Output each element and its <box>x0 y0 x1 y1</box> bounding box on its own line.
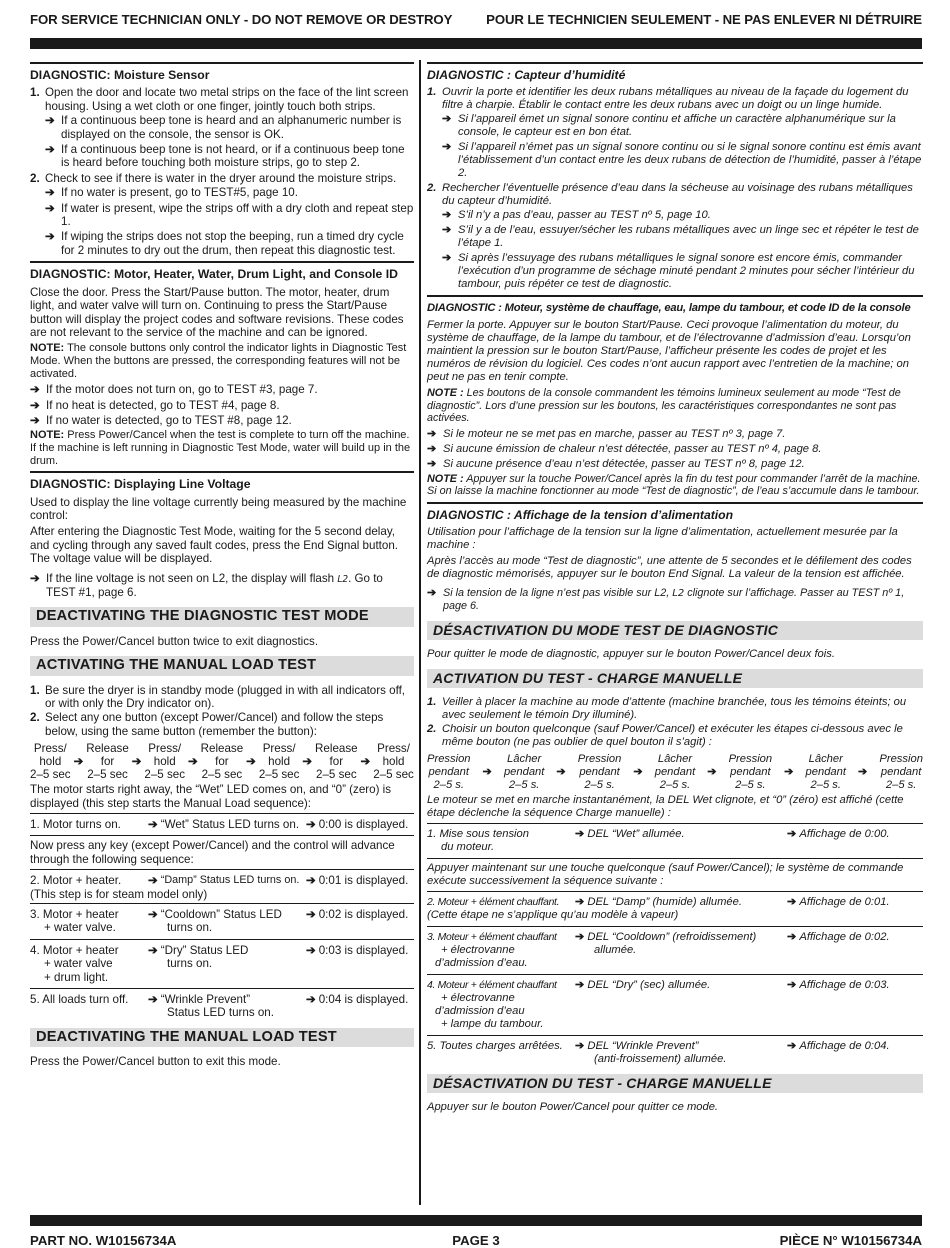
sequence-step-text: Release <box>315 742 358 756</box>
arrow-icon: ➔ <box>30 383 40 397</box>
arrow-icon: ➔ <box>556 765 566 778</box>
sequence-step-text: pendant <box>654 765 696 778</box>
sequence-step <box>729 753 773 792</box>
sequence-step-text: 2–5 s. <box>735 778 766 791</box>
ms-step-2a: ➔ If no water is present, go to TEST#5, page 10. <box>45 186 298 200</box>
sequence-step-text: 2–5 sec <box>144 768 186 782</box>
arrow-icon: ➔ <box>442 209 452 221</box>
fr-act-step-1: 1. Veiller à placer la machine au mode d’attente (machine branchée, tous les témoins éteints; ou avec seulement le témoin Dry illuminé). <box>427 695 907 721</box>
sequence-step-text: Release <box>86 742 129 756</box>
sequence-step <box>504 753 544 792</box>
arrow-icon: ➔ <box>45 143 55 157</box>
arrow-icon: ➔ <box>427 586 437 599</box>
fr-ms-step-1: 1. Ouvrir la porte et identifier les deux rubans métalliques au niveau de la façade du logement du filtre à charpie. Établir le contact entre les deux rubans avec un doigt ou un linge humide. <box>427 86 909 111</box>
sequence-step-text: Pression <box>577 752 622 765</box>
arrow-icon: ➔ <box>306 993 316 1007</box>
fr-load-row-3: 3. Moteur + élément chauffant ➔ DEL “Cooldown” (refroidissement) ➔ Affichage de 0:02. + électrovanne allumée. d’admission d’eau. <box>427 926 923 974</box>
load-row-5: 5. All loads turn off. ➔ “Wrinkle Prevent” ➔ 0:04 is displayed. Status LED turns on. <box>30 988 414 1024</box>
page-header <box>30 12 922 32</box>
fr-mh-note: NOTE : Les boutons de la console commandent les témoins lumineux seulement au mode “Test de diagnostic”. Lors d’une pression sur les boutons, les caractéristiques correspondantes ne sont pas activées. <box>427 387 901 425</box>
load-row-4: 4. Motor + heater ➔ “Dry” Status LED ➔ 0:03 is displayed. + water valve turns on. + drum light. <box>30 939 414 988</box>
ms-step-1: 1. Open the door and locate two metal strips on the face of the lint screen housing. Using a wet cloth or one finger, jointly touch both strips. <box>30 86 409 113</box>
arrow-icon: ➔ <box>30 413 40 427</box>
header-english: FOR SERVICE TECHNICIAN ONLY - DO NOT REMOVE OR DESTROY <box>30 12 453 27</box>
column-divider <box>419 60 421 1205</box>
arrow-icon: ➔ <box>30 398 40 412</box>
sequence-step-text: pendant <box>579 765 620 778</box>
fr-dm-paragraph: Appuyer sur le bouton Power/Cancel pour quitter ce mode. <box>427 1100 719 1113</box>
ms-step-1b: ➔ If a continuous beep tone is not heard, or if a continuous beep tone is heard before touching both moisture strips, go to step 2. <box>45 143 405 170</box>
sequence-step-text: Lâcher <box>507 752 542 765</box>
fr-lv-paragraph-2: Après l’accès au mode “Test de diagnostic”, une attente de 5 secondes et le défilement des codes de diagnostic mémorisés, appuyer sur le bouton End Signal. La valeur de la tension est affichée. <box>427 554 912 580</box>
arrow-icon: ➔ <box>306 874 316 888</box>
arrow-icon: ➔ <box>302 755 313 769</box>
sequence-step-text: pendant <box>880 765 922 778</box>
sequence-step-text: Pression <box>879 752 923 765</box>
ms-step-1a: ➔ If a continuous beep tone is heard and an alphanumeric number is displayed on the console, the sensor is OK. <box>45 114 402 141</box>
fr-mh-paragraph: Fermer la porte. Appuyer sur le bouton Start/Pause. Ceci provoque l’alimentation du moteur, du système de chauffage, de la lampe du tambour, et de l’électrovanne d’admission d’eau. Lorsqu’on maintient la pression sur le bouton Start/Pause, l’afficheur présente les codes de projet et les numéros de révision du logiciel. Ces codes n’ont aucun rapport avec l’entretien de la machine; on peut ne pas en tenir compte. <box>427 319 911 383</box>
fr-mh-arrow-3: ➔ Si aucune présence d’eau n’est détectée, passer au TEST nº 8, page 12. <box>427 457 805 470</box>
fr-act-step-2: 2. Choisir un bouton quelconque (sauf Power/Cancel) et exécuter les étapes ci-dessous avec le même bouton (ne pas oublier de quel bouton il s’agit) : <box>427 722 903 748</box>
sequence-step-text: Pression <box>427 752 471 765</box>
fr-load-row-1: 1. Mise sous tension ➔ DEL “Wet” allumée. ➔ Affichage de 0:00. du moteur. <box>427 823 923 858</box>
fr-motor-heater-title: DIAGNOSTIC : Moteur, système de chauffage, eau, lampe du tambour, et code ID de la console <box>427 295 923 315</box>
sequence-step <box>201 742 244 781</box>
piece-number: PIÈCE N° W10156734A <box>779 1233 922 1248</box>
mh-arrow-2: ➔ If no heat is detected, go to TEST #4, page 8. <box>30 398 280 412</box>
arrow-icon: ➔ <box>575 1039 585 1052</box>
sequence-step-text: for <box>100 755 115 769</box>
button-sequence <box>30 742 414 781</box>
arrow-icon: ➔ <box>787 930 797 943</box>
load-row-2: 2. Motor + heater. ➔ “Damp” Status LED turns on. ➔ 0:01 is displayed. (This step is for steam model only) <box>30 869 414 903</box>
sequence-step-text: 2–5 sec <box>201 768 243 782</box>
sequence-step-text: Press/ <box>33 742 67 756</box>
arrow-icon: ➔ <box>442 224 452 236</box>
sequence-step <box>806 753 846 792</box>
fr-load-row-4: 4. Moteur + élément chauffant ➔ DEL “Dry” (sec) allumée. ➔ Affichage de 0:03. + électrovanne d’admission d’eau + lampe du tambour. <box>427 974 923 1035</box>
ms-step-2b: ➔ If water is present, wipe the strips off with a dry cloth and repeat step 1. <box>45 201 414 229</box>
act-paragraph: The motor starts right away, the “Wet” LED comes on, and “0” (zero) is displayed (this step starts the Manual Load sequence): <box>30 783 392 810</box>
sequence-step <box>879 753 923 792</box>
sequence-step-text: Lâcher <box>657 752 693 765</box>
motor-heater-title: DIAGNOSTIC: Motor, Heater, Water, Drum Light, and Console ID <box>30 261 414 281</box>
lv-paragraph-1: Used to display the line voltage currently being measured by the machine control: <box>30 495 407 522</box>
sequence-step <box>315 742 358 781</box>
sequence-step-text: 2–5 sec <box>373 768 414 782</box>
arrow-icon: ➔ <box>148 818 158 831</box>
sequence-step-text: hold <box>153 755 176 769</box>
fr-ms-step-2c: ➔ Si après l’essuyage des rubans métalliques le signal sonore est encore émis, commander l’exécution d’un programme de séchage minuté pendant 2 minutes pour sécher l’intérieur du tambour, puis répéter ce test de diagnostic. <box>442 252 915 290</box>
sequence-step-text: 2–5 s. <box>433 778 464 791</box>
bottom-rule <box>30 1215 922 1226</box>
mh-paragraph: Close the door. Press the Start/Pause button. The motor, heater, drum light, and water valve will turn on. Continuing to press the Start/Pause button will display the project codes and software revisions. These codes are not relevant to the service of the machine and can be ignored. <box>30 285 404 339</box>
arrow-icon: ➔ <box>30 571 40 585</box>
fr-mh-note-2: NOTE : Appuyer sur la touche Power/Cancel après la fin du test pour commander l’arrêt de la machine. Si on laisse la machine fonctionner au mode “Test de diagnostic”, de l’eau s’accumule dans le tambour. <box>427 472 921 498</box>
act-step-2: 2. Select any one button (except Power/Cancel) and follow the steps below, using the same button (remember the button): <box>30 711 384 738</box>
arrow-icon: ➔ <box>787 978 797 991</box>
arrow-icon: ➔ <box>858 765 868 778</box>
sequence-step-text: Press/ <box>262 742 296 756</box>
sequence-step-text: Lâcher <box>808 752 843 765</box>
arrow-icon: ➔ <box>131 755 142 769</box>
fr-lv-paragraph-1: Utilisation pour l’affichage de la tension sur la ligne d’alimentation, actuellement mesurée par la machine : <box>427 525 898 551</box>
activating-manual-banner: ACTIVATING THE MANUAL LOAD TEST <box>30 656 414 675</box>
sequence-step-text: Press/ <box>148 742 182 756</box>
sequence-step <box>578 753 622 792</box>
arrow-icon: ➔ <box>575 827 585 840</box>
arrow-icon: ➔ <box>45 230 55 244</box>
arrow-icon: ➔ <box>787 827 797 840</box>
fr-deact-paragraph: Pour quitter le mode de diagnostic, appuyer sur le bouton Power/Cancel deux fois. <box>427 647 835 660</box>
sequence-step-text: for <box>329 755 344 769</box>
lv-arrow: ➔ If the line voltage is not seen on L2, the display will flash L2. Go to TEST #1, page 6. <box>30 571 383 599</box>
sequence-step-text: 2–5 s. <box>584 778 615 791</box>
arrow-icon: ➔ <box>45 201 55 215</box>
arrow-icon: ➔ <box>575 978 585 991</box>
sequence-step <box>427 753 471 792</box>
arrow-icon: ➔ <box>187 755 198 769</box>
fr-act-paragraph-2: Appuyer maintenant sur une touche quelconque (sauf Power/Cancel); le système de commande exécute successivement la séquence suivante : <box>427 858 923 888</box>
sequence-step-text: pendant <box>503 765 545 778</box>
arrow-icon: ➔ <box>306 943 316 957</box>
sequence-step-text: hold <box>268 755 291 769</box>
sequence-step-text: 2–5 s. <box>885 778 917 791</box>
fr-act-paragraph: Le moteur se met en marche instantanément, la DEL Wet clignote, et “0” (zéro) est affiché (cette étape déclenche la séquence Charge manuelle) : <box>427 793 904 819</box>
arrow-icon: ➔ <box>45 114 55 128</box>
arrow-icon: ➔ <box>148 943 158 957</box>
part-number: PART NO. W10156734A <box>30 1233 177 1248</box>
lv-paragraph-2: After entering the Diagnostic Test Mode, waiting for the 5 second delay, and cycling through any saved fault codes, press the End Signal button. The voltage value will be displayed. <box>30 525 399 566</box>
fr-ms-step-1a: ➔ Si l’appareil émet un signal sonore continu et affiche un caractère alphanumérique sur la console, le capteur est en bon état. <box>442 113 896 138</box>
arrow-icon: ➔ <box>427 442 437 455</box>
sequence-step-text: 2–5 s. <box>810 778 841 791</box>
arrow-icon: ➔ <box>427 457 437 470</box>
sequence-step <box>30 742 71 781</box>
arrow-icon: ➔ <box>360 755 371 769</box>
arrow-icon: ➔ <box>306 908 316 922</box>
sequence-step-text: for <box>215 755 229 769</box>
arrow-icon: ➔ <box>45 186 55 200</box>
arrow-icon: ➔ <box>246 755 256 769</box>
sequence-step-text: 2–5 s. <box>659 778 691 791</box>
act-paragraph-2: Now press any key (except Power/Cancel) and the control will advance through the following sequence: <box>30 835 414 866</box>
sequence-step <box>144 742 185 781</box>
sequence-step-text: 2–5 sec <box>316 768 357 782</box>
arrow-icon: ➔ <box>633 765 643 778</box>
ms-step-2c: ➔ If wiping the strips does not stop the beeping, run a timed dry cycle for 2 minutes to dry out the drum, then repeat this diagnostic test. <box>45 230 404 257</box>
arrow-icon: ➔ <box>442 252 452 264</box>
fr-activating-manual-banner: ACTIVATION DU TEST - CHARGE MANUELLE <box>427 669 923 688</box>
load-row-3: 3. Motor + heater ➔ “Cooldown” Status LED ➔ 0:02 is displayed. + water valve. turns on. <box>30 903 414 939</box>
arrow-icon: ➔ <box>575 895 585 908</box>
arrow-icon: ➔ <box>427 427 437 440</box>
arrow-icon: ➔ <box>482 765 492 778</box>
fr-load-row-2: 2. Moteur + élément chauffant. ➔ DEL “Damp” (humide) allumée. ➔ Affichage de 0:01. (Cette étape ne s’applique qu’au modèle à vapeur) <box>427 891 923 926</box>
sequence-step-text: 2–5 sec <box>258 768 300 782</box>
lcd-l2-glyph: L2 <box>672 587 685 599</box>
fr-ms-step-2: 2. Rechercher l’éventuelle présence d’eau dans la sécheuse au voisinage des rubans métalliques du capteur d’humidité. <box>427 182 913 207</box>
fr-button-sequence <box>427 753 923 792</box>
sequence-step-text: 2–5 sec <box>30 768 71 782</box>
english-column <box>30 62 414 1072</box>
sequence-step-text: pendant <box>805 765 846 778</box>
sequence-step <box>655 753 695 792</box>
fr-lv-arrow: ➔ Si la tension de la ligne n’est pas visible sur L2, L2 clignote sur l’affichage. Passer au TEST nº 1, page 6. <box>427 586 905 612</box>
arrow-icon: ➔ <box>787 1039 797 1052</box>
arrow-icon: ➔ <box>148 874 158 888</box>
ms-step-2: 2. Check to see if there is water in the dryer around the moisture strips. <box>30 171 397 185</box>
sequence-step-text: 2–5 s. <box>508 778 540 791</box>
fr-line-voltage-title: DIAGNOSTIC : Affichage de la tension d’alimentation <box>427 502 923 522</box>
sequence-step-text: hold <box>382 755 405 769</box>
act-step-1: 1. Be sure the dryer is in standby mode (plugged in with all indicators off, or with only the Dry indicator on). <box>30 683 406 710</box>
fr-ms-step-2b: ➔ S’il y a de l’eau, essuyer/sécher les rubans métalliques avec un linge sec et répéter le test de l’étape 1. <box>442 224 919 249</box>
sequence-step-text: pendant <box>428 765 469 778</box>
deactivating-manual-banner: DEACTIVATING THE MANUAL LOAD TEST <box>30 1028 414 1047</box>
mh-arrow-3: ➔ If no water is detected, go to TEST #8, page 12. <box>30 413 292 427</box>
fr-deactivating-manual-banner: DÉSACTIVATION DU TEST - CHARGE MANUELLE <box>427 1074 923 1093</box>
deactivating-diagnostic-banner: DEACTIVATING THE DIAGNOSTIC TEST MODE <box>30 607 414 626</box>
fr-load-row-5: 5. Toutes charges arrêtées. ➔ DEL “Wrinkle Prevent” ➔ Affichage de 0:04. (anti-froissement) allumée. <box>427 1035 923 1070</box>
load-row-1: 1. Motor turns on. ➔ “Wet” Status LED turns on. ➔ 0:00 is displayed. <box>30 813 414 835</box>
lcd-l2-glyph: L2 <box>337 573 349 585</box>
page-number: PAGE 3 <box>452 1233 500 1248</box>
arrow-icon: ➔ <box>787 895 797 908</box>
dm-paragraph: Press the Power/Cancel button to exit this mode. <box>30 1055 281 1069</box>
sequence-step-text: Pression <box>728 752 773 765</box>
fr-ms-step-2a: ➔ S’il n’y a pas d’eau, passer au TEST nº 5, page 10. <box>442 209 711 221</box>
mh-note-2: NOTE: Press Power/Cancel when the test is complete to turn off the machine. If the machine is left running in Diagnostic Test Mode, water will build up in the drum. <box>30 429 411 467</box>
mh-arrow-1: ➔ If the motor does not turn on, go to TEST #3, page 7. <box>30 383 318 397</box>
sequence-step-text: Press/ <box>377 742 410 756</box>
fr-ms-step-1b: ➔ Si l’appareil n’émet pas un signal sonore continu ou si le signal sonore continu est émis avant l’établissement d’un contact entre les deux rubans de détection de l’humidité, passer à l’étape 2. <box>442 141 922 179</box>
arrow-icon: ➔ <box>575 930 585 943</box>
arrow-icon: ➔ <box>442 141 452 153</box>
page-footer <box>30 1233 922 1248</box>
header-french: POUR LE TECHNICIEN SEULEMENT - NE PAS ENLEVER NI DÉTRUIRE <box>486 12 922 27</box>
arrow-icon: ➔ <box>148 908 158 922</box>
sequence-step-text: Release <box>200 742 244 756</box>
arrow-icon: ➔ <box>707 765 717 778</box>
fr-moisture-sensor-title: DIAGNOSTIC : Capteur d’humidité <box>427 62 923 82</box>
arrow-icon: ➔ <box>306 818 316 831</box>
deact-paragraph: Press the Power/Cancel button twice to exit diagnostics. <box>30 634 319 648</box>
arrow-icon: ➔ <box>148 993 158 1007</box>
sequence-step-text: 2–5 sec <box>87 768 128 782</box>
arrow-icon: ➔ <box>73 755 84 769</box>
fr-mh-arrow-2: ➔ Si aucune émission de chaleur n’est détectée, passer au TEST nº 4, page 8. <box>427 442 822 455</box>
sequence-step <box>86 742 129 781</box>
fr-deactivating-diagnostic-banner: DÉSACTIVATION DU MODE TEST DE DIAGNOSTIC <box>427 621 923 640</box>
french-column <box>427 62 923 1117</box>
mh-note: NOTE: The console buttons only control the indicator lights in Diagnostic Test Mode. When the buttons are pressed, the corresponding features will not be activated. <box>30 342 407 380</box>
moisture-sensor-title: DIAGNOSTIC: Moisture Sensor <box>30 62 414 82</box>
sequence-step-text: hold <box>39 755 62 769</box>
top-rule <box>30 38 922 49</box>
fr-mh-arrow-1: ➔ Si le moteur ne se met pas en marche, passer au TEST nº 3, page 7. <box>427 427 786 440</box>
arrow-icon: ➔ <box>784 765 794 778</box>
sequence-step-text: pendant <box>730 765 771 778</box>
sequence-step <box>259 742 300 781</box>
line-voltage-title: DIAGNOSTIC: Displaying Line Voltage <box>30 471 414 491</box>
arrow-icon: ➔ <box>442 113 452 125</box>
sequence-step <box>373 742 414 781</box>
